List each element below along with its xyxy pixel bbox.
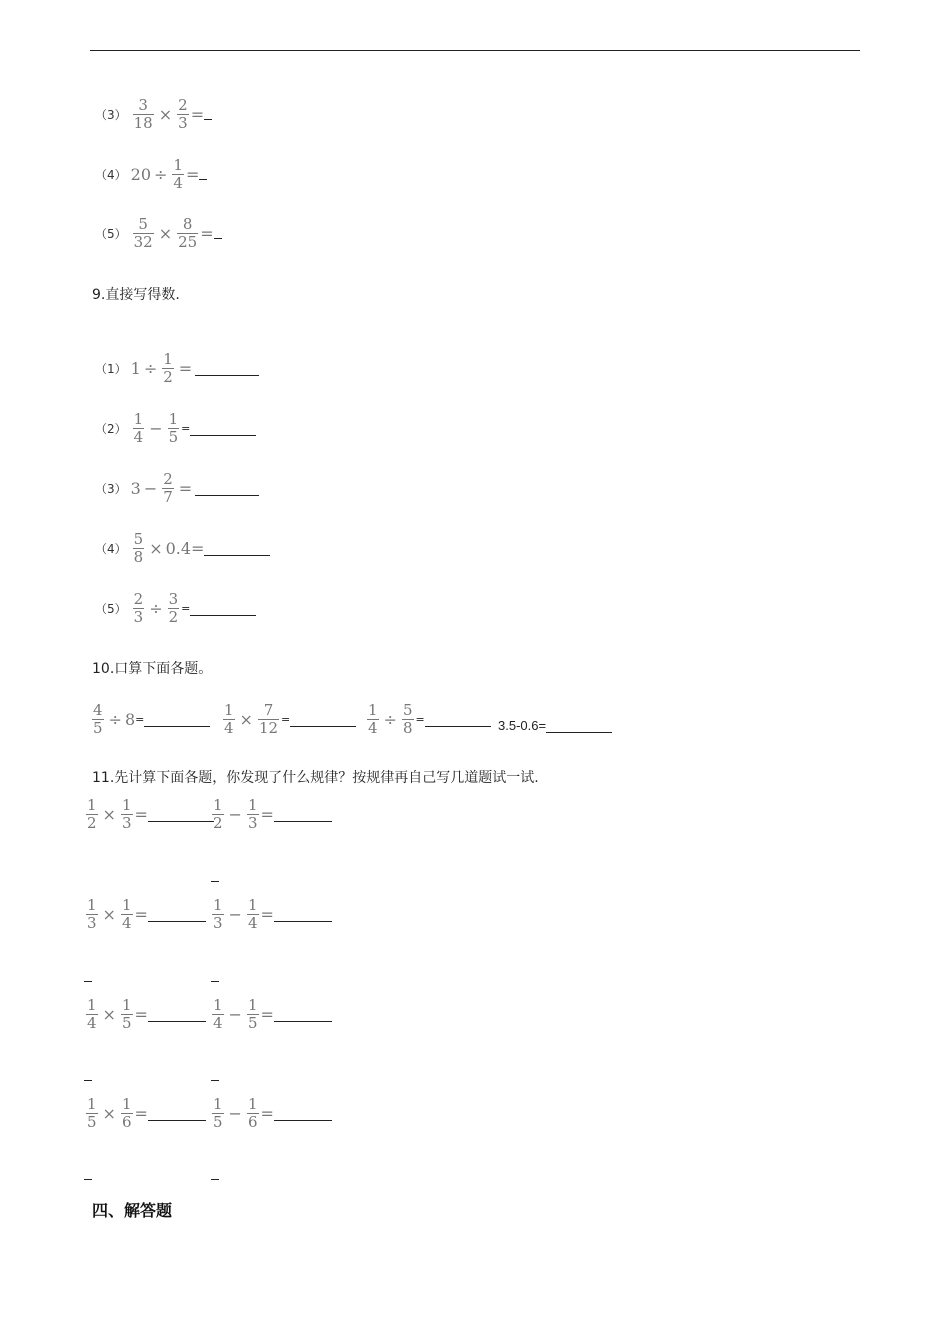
fraction: $\frac{1}{4}$	[224, 701, 234, 737]
fraction: $\frac{1}{5}$	[247, 996, 258, 1032]
answer-blank[interactable]	[144, 712, 210, 727]
fraction: $\frac{2}{3}$	[133, 590, 144, 626]
fraction: $\frac{1}{4}$	[133, 410, 144, 446]
answer-blank[interactable]	[211, 881, 219, 882]
q11-mul-4: $\frac{1}{5}$ × $\frac{1}{6}$ =	[84, 1097, 206, 1130]
q11-mul-3: $\frac{1}{4}$ × $\frac{1}{5}$ =	[84, 998, 206, 1031]
q11-mul-1: $\frac{1}{2}$ × $\frac{1}{3}$ =	[84, 798, 214, 831]
answer-blank[interactable]	[274, 1007, 332, 1022]
fraction: $\frac{1}{6}$	[247, 1095, 258, 1131]
fraction: $\frac{3}{18}$	[133, 96, 153, 132]
q8-item-3: （3） $\frac{3}{18}$ × $\frac{2}{3}$ =	[95, 98, 212, 131]
q10-item-2: $\frac{1}{4}$ × $\frac{7}{12}$ =	[221, 703, 356, 736]
answer-blank[interactable]	[214, 228, 222, 239]
answer-blank[interactable]	[274, 1106, 332, 1121]
q11-title: 11.先计算下面各题，你发现了什么规律？按规律再自己写几道题试一试.	[92, 770, 539, 786]
answer-blank[interactable]	[84, 1179, 92, 1180]
answer-blank[interactable]	[148, 1106, 206, 1121]
fraction: $\frac{1}{4}$	[247, 896, 258, 932]
answer-blank[interactable]	[274, 807, 332, 822]
answer-blank[interactable]	[148, 807, 214, 822]
fraction: $\frac{1}{3}$	[247, 796, 258, 832]
fraction: $\frac{1}{3}$	[87, 896, 97, 932]
q9-title: 9.直接写得数.	[92, 287, 180, 303]
header-rule	[90, 50, 860, 51]
q9-item-5: （5） $\frac{2}{3}$ ÷ $\frac{3}{2}$ =	[95, 592, 256, 625]
q10-item-4: 3.5-0.6=	[498, 718, 612, 733]
answer-blank[interactable]	[148, 907, 206, 922]
fraction: $\frac{2}{3}$	[178, 96, 188, 132]
fraction: $\frac{1}{4}$	[173, 156, 183, 192]
section-heading: 四、解答题	[92, 1201, 173, 1220]
fraction: $\frac{1}{2}$	[163, 350, 173, 386]
answer-blank[interactable]	[84, 981, 92, 982]
answer-blank[interactable]	[199, 169, 207, 180]
fraction: $\frac{1}{4}$	[213, 996, 223, 1032]
q11-mul-2: $\frac{1}{3}$ × $\frac{1}{4}$ =	[84, 898, 206, 931]
q9-item-1: （1） 1 ÷ $\frac{1}{2}$ =	[95, 352, 259, 385]
q8-item-4: （4） 20 ÷ $\frac{1}{4}$ =	[95, 158, 207, 191]
q9-item-3: （3） 3 − $\frac{2}{7}$ =	[95, 472, 259, 505]
fraction: $\frac{1}{4}$	[368, 701, 378, 737]
answer-blank[interactable]	[211, 981, 219, 982]
q8-item-5: （5） $\frac{5}{32}$ × $\frac{8}{25}$ =	[95, 217, 222, 250]
fraction: $\frac{2}{7}$	[163, 470, 173, 506]
q11-sub-3: $\frac{1}{4}$ − $\frac{1}{5}$ =	[210, 998, 332, 1031]
fraction: $\frac{1}{5}$	[87, 1095, 97, 1131]
q11-sub-2: $\frac{1}{3}$ − $\frac{1}{4}$ =	[210, 898, 332, 931]
answer-blank[interactable]	[190, 421, 256, 436]
fraction: $\frac{1}{4}$	[121, 896, 132, 932]
q10-item-3: $\frac{1}{4}$ ÷ $\frac{5}{8}$ =	[365, 703, 491, 736]
fraction: $\frac{1}{3}$	[213, 896, 223, 932]
answer-blank[interactable]	[190, 601, 256, 616]
q10-title: 10.口算下面各题。	[92, 661, 213, 677]
answer-blank[interactable]	[290, 712, 356, 727]
answer-blank[interactable]	[148, 1007, 206, 1022]
answer-blank[interactable]	[195, 361, 259, 376]
fraction: $\frac{5}{8}$	[402, 701, 413, 737]
q10-item-1: $\frac{4}{5}$ ÷ 8 =	[90, 703, 210, 736]
q9-item-2: （2） $\frac{1}{4}$ − $\frac{1}{5}$ =	[95, 412, 256, 445]
q11-sub-4: $\frac{1}{5}$ − $\frac{1}{6}$ =	[210, 1097, 332, 1130]
fraction: $\frac{3}{2}$	[168, 590, 179, 626]
q9-item-4: （4） $\frac{5}{8}$ × 0.4 =	[95, 532, 270, 565]
fraction: $\frac{1}{3}$	[121, 796, 132, 832]
answer-blank[interactable]	[204, 109, 212, 120]
fraction: $\frac{7}{12}$	[258, 701, 279, 737]
fraction: $\frac{8}{25}$	[178, 215, 198, 251]
answer-blank[interactable]	[204, 541, 270, 556]
answer-blank[interactable]	[211, 1080, 219, 1081]
fraction: $\frac{1}{2}$	[213, 796, 223, 832]
fraction: $\frac{1}{5}$	[213, 1095, 223, 1131]
answer-blank[interactable]	[546, 718, 612, 733]
fraction: $\frac{1}{2}$	[87, 796, 97, 832]
fraction: $\frac{4}{5}$	[93, 701, 103, 737]
fraction: $\frac{1}{5}$	[168, 410, 179, 446]
q11-sub-1: $\frac{1}{2}$ − $\frac{1}{3}$ =	[210, 798, 332, 831]
answer-blank[interactable]	[84, 1080, 92, 1081]
fraction: $\frac{5}{8}$	[133, 530, 144, 566]
fraction: $\frac{1}{4}$	[87, 996, 97, 1032]
answer-blank[interactable]	[425, 712, 491, 727]
fraction: $\frac{5}{32}$	[133, 215, 153, 251]
answer-blank[interactable]	[274, 907, 332, 922]
answer-blank[interactable]	[211, 1179, 219, 1180]
answer-blank[interactable]	[195, 481, 259, 496]
fraction: $\frac{1}{6}$	[121, 1095, 132, 1131]
fraction: $\frac{1}{5}$	[121, 996, 132, 1032]
